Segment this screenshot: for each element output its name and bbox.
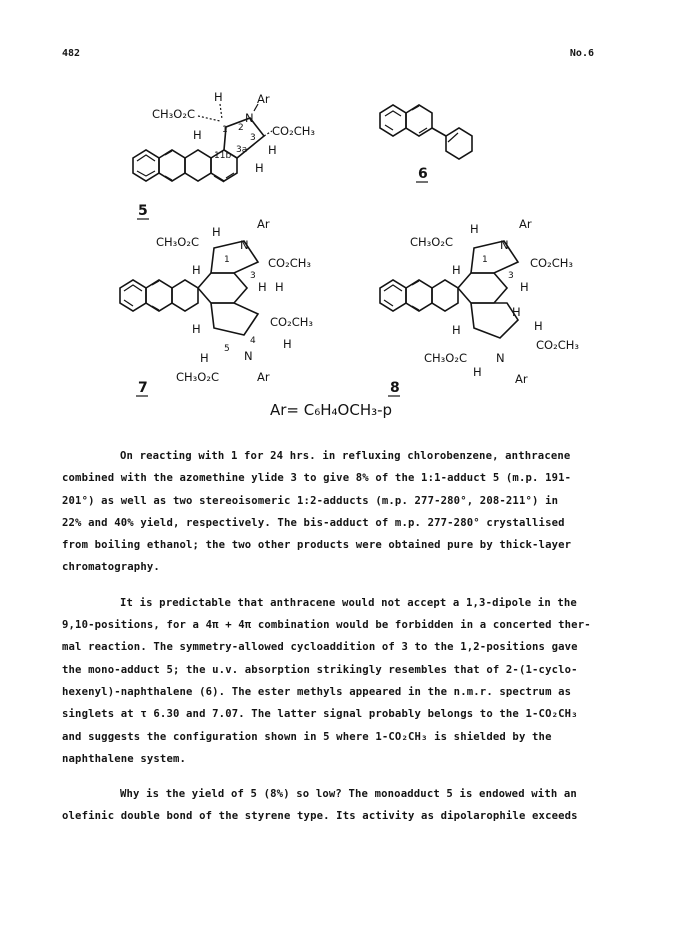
text-line: the mono-adduct 5; the u.v. absorption strikingly resembles that of 2-(1-cyclo- [62,663,578,676]
n-label-7a: N [240,238,249,252]
structure-7 [120,217,313,396]
text-line: 9,10-positions, for a 4π + 4π combination would be forbidden in a concerted ther- [62,619,591,632]
pos-1-7: 1 [224,255,230,265]
h-label-8c: H [520,280,529,294]
ester-label-7c: CO₂CH₃ [270,315,313,329]
h-label-8e: H [452,323,461,337]
text-line: and suggests the configuration shown in 5 where 1-CO₂CH₃ is shielded by the [62,730,552,743]
pos-3-8: 3 [508,271,514,281]
pos-3a-5: 3a [236,145,248,155]
pos-4-7: 4 [250,336,256,346]
n-label-5: N [245,111,254,125]
text-line: 201°) as well as two stereoisomeric 1:2-adducts (m.p. 277-280°, 208-211°) in [62,494,559,507]
ar-label-7a: Ar [257,217,270,231]
text-line: from boiling ethanol; the two other products were obtained pure by thick-layer [62,539,572,552]
pos-3-7: 3 [250,271,256,281]
ester-label-5a: CH₃O₂C [152,107,195,121]
text-line: hexenyl)-naphthalene (6). The ester methyls appeared in the n.m.r. spectrum as [62,685,572,698]
h-label-8a: H [470,222,479,236]
h-label-8f: H [534,319,543,333]
structure-6 [380,105,472,182]
structure-8 [380,217,579,396]
structure-5 [133,90,315,219]
text-line: olefinic double bond of the styrene type. Its activity as dipolarophile exceeds [62,810,578,823]
ar-label-7b: Ar [257,370,270,384]
h-label-7d: H [275,280,284,294]
text-line: naphthalene system. [62,752,187,765]
h-label-7e: H [192,322,201,336]
ester-label-5b: CO₂CH₃ [272,124,315,138]
pos-5-7: 5 [224,344,230,354]
paragraph-2 [62,592,618,770]
h-label-5c: H [268,143,277,157]
h-label-7c: H [258,280,267,294]
h-label-7g: H [200,351,209,365]
ester-label-7d: CH₃O₂C [176,370,219,384]
pos-3-5: 3 [250,133,256,143]
text-line: mal reaction. The symmetry-allowed cycloaddition of 3 to the 1,2-positions gave [62,641,578,654]
ar-definition-formula: C₆H₄OCH₃-p [303,401,393,419]
compound-number-5: 5 [138,203,148,219]
text-line: On reacting with 1 for 24 hrs. in refluxing chlorobenzene, anthracene [120,450,571,462]
reaction-scheme-figure [0,0,680,440]
ester-label-7a: CH₃O₂C [156,235,199,249]
page-number: 482 [62,48,81,59]
compound-number-8: 8 [390,380,400,396]
h-label-7f: H [283,337,292,351]
pos-11b-5: 11b [214,151,232,161]
text-line: singlets at τ 6.30 and 7.07. The latter signal probably belongs to the 1-CO₂CH₃ [62,708,578,721]
n-label-8b: N [496,351,505,365]
ar-label-8a: Ar [519,217,532,231]
paragraph-1 [62,445,618,579]
h-label-8g: H [473,365,482,379]
h-label-7a: H [212,225,221,239]
text-line: Why is the yield of 5 (8%) so low? The monoadduct 5 is endowed with an [120,788,577,801]
h-label-5d: H [255,161,264,175]
ar-label-8b: Ar [515,372,528,386]
n-label-8a: N [500,238,509,252]
paragraph-3 [62,783,618,828]
pos-1-8: 1 [482,255,488,265]
h-label-7b: H [192,263,201,277]
text-line: combined with the azomethine ylide 3 to give 8% of the 1:1-adduct 5 (m.p. 191- [62,472,572,485]
pos-2-5: 2 [238,123,244,133]
n-label-7b: N [244,349,253,363]
body-text [62,445,618,841]
ester-label-7b: CO₂CH₃ [268,256,311,270]
ester-label-8c: CO₂CH₃ [536,338,579,352]
h-label-5b: H [193,128,202,142]
ester-label-8b: CO₂CH₃ [530,256,573,270]
compound-number-6: 6 [418,166,428,182]
ester-label-8a: CH₃O₂C [410,235,453,249]
h-label-8b: H [452,263,461,277]
ar-label-5: Ar [257,92,270,106]
ar-definition-prefix: Ar= [270,401,304,419]
journal-issue: No.6 [569,48,594,59]
h-label-8d: H [512,305,521,319]
ar-definition [270,401,392,419]
text-line: chromatography. [62,561,160,574]
text-line: 22% and 40% yield, respectively. The bis-adduct of m.p. 277-280° crystallised [62,516,565,529]
compound-number-7: 7 [138,380,148,396]
pos-1-5: 1 [222,125,228,135]
h-label-5a: H [214,90,223,104]
ester-label-8d: CH₃O₂C [424,351,467,365]
text-line: It is predictable that anthracene would not accept a 1,3-dipole in the [120,596,577,609]
